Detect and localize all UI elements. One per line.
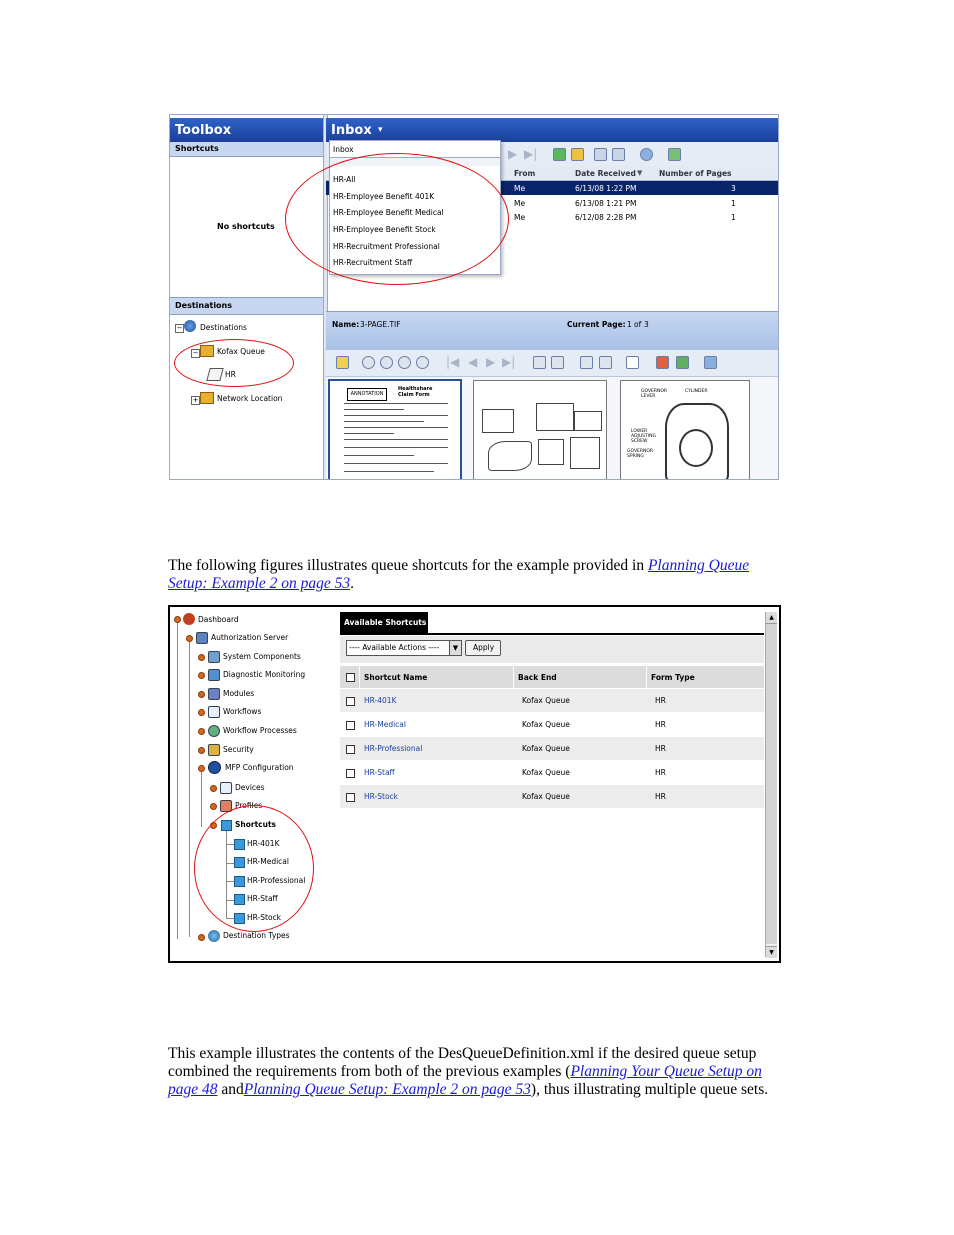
tab-underline bbox=[340, 633, 764, 635]
admin-console-screenshot bbox=[168, 605, 781, 963]
apply-button[interactable] bbox=[465, 640, 501, 656]
tree-profiles[interactable]: Profiles bbox=[235, 801, 263, 810]
form-line bbox=[344, 427, 448, 428]
row-checkbox[interactable] bbox=[346, 793, 355, 802]
tree-diagnostic-monitoring[interactable]: Diagnostic Monitoring bbox=[223, 670, 306, 679]
select-value: ---- Available Actions ---- bbox=[349, 643, 440, 652]
row-checkbox[interactable] bbox=[346, 769, 355, 778]
cell-back-end: Kofax Queue bbox=[522, 744, 570, 753]
tree-node-dot[interactable] bbox=[198, 747, 205, 754]
tree-network-location[interactable]: Network Location bbox=[217, 394, 283, 403]
actions-bar bbox=[340, 636, 764, 663]
chevron-down-icon[interactable]: ▼ bbox=[449, 641, 461, 655]
tree-mfp-configuration[interactable]: MFP Configuration bbox=[225, 763, 294, 772]
cell-date: 6/12/08 2:28 PM bbox=[575, 213, 637, 222]
form-line bbox=[344, 439, 448, 440]
inbox-header bbox=[326, 118, 778, 142]
tree-hr-401k[interactable]: HR-401K bbox=[247, 839, 280, 848]
tree-workflows[interactable]: Workflows bbox=[223, 707, 262, 716]
diagnostic-icon bbox=[208, 669, 220, 681]
drawing-shape bbox=[482, 409, 514, 433]
tree-line bbox=[177, 617, 178, 939]
notes-icon[interactable] bbox=[336, 356, 349, 369]
drawing-shape bbox=[570, 437, 600, 469]
planning-queue-link-part2[interactable]: Setup: Example 2 on page 53 bbox=[168, 575, 351, 592]
tree-hr[interactable]: HR bbox=[225, 370, 236, 379]
cell-date: 6/13/08 1:22 PM bbox=[575, 184, 637, 193]
workflows-icon bbox=[208, 706, 220, 718]
row-checkbox[interactable] bbox=[346, 745, 355, 754]
globe-icon bbox=[184, 320, 196, 332]
table-row[interactable] bbox=[340, 737, 764, 760]
multi-queue-paragraph bbox=[168, 1045, 868, 1099]
cell-shortcut-name[interactable]: HR-Professional bbox=[364, 744, 423, 753]
workflow-processes-icon bbox=[208, 725, 220, 737]
engine-drawing bbox=[679, 429, 713, 467]
planning-queue-link-part1[interactable]: Planning Queue bbox=[647, 557, 750, 574]
tree-hr-professional[interactable]: HR-Professional bbox=[247, 876, 306, 885]
tree-hr-staff[interactable]: HR-Staff bbox=[247, 894, 278, 903]
viewer-toolbar bbox=[326, 350, 778, 377]
folder-icon bbox=[200, 392, 214, 404]
move-icon[interactable] bbox=[612, 148, 625, 161]
tree-node-dot[interactable] bbox=[186, 635, 193, 642]
tree-node-dot[interactable] bbox=[198, 709, 205, 716]
table-row[interactable] bbox=[340, 761, 764, 784]
tree-authorization-server[interactable]: Authorization Server bbox=[211, 633, 289, 642]
cell-form-type: HR bbox=[655, 744, 666, 753]
para2-and: and bbox=[217, 1081, 244, 1098]
column-divider bbox=[646, 666, 647, 688]
zoom-in-icon[interactable] bbox=[362, 356, 375, 369]
thumbnail-strip bbox=[326, 377, 778, 479]
page-icon[interactable] bbox=[626, 356, 639, 369]
menu-item[interactable]: HR-Employee Benefit 401K bbox=[333, 192, 435, 201]
menu-item[interactable]: HR-Recruitment Staff bbox=[333, 258, 413, 267]
tree-security[interactable]: Security bbox=[223, 745, 254, 754]
select-all-checkbox[interactable] bbox=[346, 673, 355, 682]
destinations-header-label: Destinations bbox=[175, 301, 233, 310]
cell-shortcut-name[interactable]: HR-Medical bbox=[364, 720, 406, 729]
form-line bbox=[344, 415, 448, 416]
destinations-header[interactable] bbox=[170, 297, 323, 315]
form-line bbox=[344, 421, 424, 422]
first-page-icon[interactable]: |◀ bbox=[446, 355, 460, 369]
cell-from: Me bbox=[514, 213, 526, 222]
tree-shortcuts[interactable]: Shortcuts bbox=[235, 820, 277, 829]
scroll-up-icon[interactable]: ▲ bbox=[766, 612, 777, 624]
modules-icon bbox=[208, 688, 220, 700]
planning-your-queue-link-part2[interactable]: page 48 bbox=[168, 1081, 218, 1098]
tree-node-dot[interactable] bbox=[198, 691, 205, 698]
zoom-out-icon[interactable] bbox=[380, 356, 393, 369]
form-line bbox=[344, 403, 448, 404]
tree-dashboard[interactable]: Dashboard bbox=[198, 615, 239, 624]
menu-item[interactable]: HR-All bbox=[333, 175, 356, 184]
total-pages: 3 bbox=[644, 320, 649, 329]
delete-page-icon[interactable] bbox=[656, 356, 669, 369]
planning-your-queue-link-part1[interactable]: Planning Your Queue Setup on bbox=[570, 1063, 762, 1080]
form-heading: Healthshare Claim Form bbox=[398, 386, 433, 398]
form-line bbox=[344, 471, 434, 472]
menu-item-inbox[interactable]: Inbox bbox=[333, 145, 354, 154]
tree-kofax-queue[interactable]: Kofax Queue bbox=[217, 347, 265, 356]
intro-text: The following figures illustrates queue shortcuts for the example provided in bbox=[168, 557, 648, 574]
tree-node-dot[interactable] bbox=[174, 616, 181, 623]
mfp-icon bbox=[208, 761, 221, 774]
scroll-thumb[interactable] bbox=[766, 624, 777, 944]
next-page-icon[interactable]: ▶ bbox=[486, 355, 496, 369]
add-page-icon[interactable] bbox=[676, 356, 689, 369]
cell-back-end: Kofax Queue bbox=[522, 696, 570, 705]
diagram-label: CYLINDER bbox=[685, 389, 708, 394]
cell-pages: 3 bbox=[731, 184, 736, 193]
current-page-label: Current Page: bbox=[567, 320, 626, 329]
tree-destinations[interactable]: Destinations bbox=[200, 323, 247, 332]
diagram-label: GOVERNOR SPRING bbox=[627, 449, 654, 459]
cell-form-type: HR bbox=[655, 696, 666, 705]
column-form-type[interactable]: Form Type bbox=[651, 673, 695, 682]
form-line bbox=[344, 463, 448, 464]
cell-back-end: Kofax Queue bbox=[522, 792, 570, 801]
cell-shortcut-name[interactable]: HR-Stock bbox=[364, 792, 399, 801]
scroll-down-icon[interactable]: ▼ bbox=[766, 946, 777, 958]
column-shortcut-name[interactable]: Shortcut Name bbox=[364, 673, 428, 682]
collapse-icon[interactable]: − bbox=[176, 324, 183, 332]
cell-date: 6/13/08 1:21 PM bbox=[575, 199, 637, 208]
tree-node-dot[interactable] bbox=[198, 654, 205, 661]
drawing-shape bbox=[536, 403, 574, 431]
shortcuts-table-header bbox=[340, 666, 764, 688]
tree-destination-types[interactable]: Destination Types bbox=[223, 931, 290, 940]
form-line bbox=[344, 409, 404, 410]
refresh-icon[interactable] bbox=[640, 148, 653, 161]
server-icon bbox=[196, 632, 208, 644]
no-shortcuts-text: No shortcuts bbox=[217, 222, 275, 231]
highlight-circle bbox=[194, 805, 314, 932]
column-from[interactable]: From bbox=[514, 169, 536, 178]
tree-node-dot[interactable] bbox=[210, 803, 217, 810]
para2-line2: combined the requirements from both of the previous examples ( bbox=[168, 1063, 571, 1080]
rotate-right-icon[interactable] bbox=[551, 356, 564, 369]
last-icon[interactable]: ▶| bbox=[524, 147, 538, 161]
tree-node-dot[interactable] bbox=[198, 728, 205, 735]
row-checkbox[interactable] bbox=[346, 721, 355, 730]
planning-queue-example2-link[interactable]: Planning Queue Setup: Example 2 on page 53 bbox=[243, 1081, 531, 1098]
expand-icon[interactable]: + bbox=[192, 396, 199, 404]
stamp-icon[interactable] bbox=[599, 356, 612, 369]
zoom-fit-icon[interactable] bbox=[398, 356, 411, 369]
page-thumbnail-3[interactable] bbox=[620, 380, 750, 480]
menu-item[interactable]: HR-Employee Benefit Medical bbox=[333, 208, 444, 217]
column-number-of-pages[interactable]: Number of Pages bbox=[659, 169, 732, 178]
cell-form-type: HR bbox=[655, 768, 666, 777]
form-line bbox=[344, 447, 448, 448]
column-date-received[interactable]: Date Received bbox=[575, 169, 636, 178]
tree-hr-medical[interactable]: HR-Medical bbox=[247, 857, 289, 866]
tree-line bbox=[201, 767, 202, 827]
cell-shortcut-name[interactable]: HR-401K bbox=[364, 696, 397, 705]
cell-pages: 1 bbox=[731, 213, 736, 222]
globe-icon bbox=[208, 930, 220, 942]
menu-item[interactable]: HR-Recruitment Professional bbox=[333, 242, 440, 251]
rotate-left-icon[interactable] bbox=[533, 356, 546, 369]
security-icon bbox=[208, 744, 220, 756]
column-divider bbox=[359, 666, 360, 688]
shortcuts-table-body bbox=[340, 689, 764, 809]
cell-pages: 1 bbox=[731, 199, 736, 208]
sort-desc-icon[interactable]: ▼ bbox=[637, 169, 643, 177]
tree-node-dot[interactable] bbox=[198, 672, 205, 679]
tree-devices[interactable]: Devices bbox=[235, 783, 265, 792]
drawing-shape bbox=[538, 439, 564, 465]
current-page-value: 1 bbox=[627, 320, 632, 329]
cell-from: Me bbox=[514, 184, 526, 193]
highlight-circle bbox=[174, 339, 294, 387]
upload-icon[interactable] bbox=[553, 148, 566, 161]
viewer-info-bar bbox=[326, 311, 778, 350]
page-thumbnail-1[interactable] bbox=[328, 379, 462, 480]
tree-system-components[interactable]: System Components bbox=[223, 652, 301, 661]
table-row[interactable] bbox=[340, 785, 764, 808]
prev-page-icon[interactable]: ◀ bbox=[468, 355, 478, 369]
tree-line bbox=[189, 637, 190, 937]
tab-label: Available Shortcuts bbox=[344, 618, 427, 627]
name-label: Name: bbox=[332, 320, 360, 329]
column-back-end[interactable]: Back End bbox=[518, 673, 557, 682]
tree-hr-stock[interactable]: HR-Stock bbox=[247, 913, 282, 922]
save-icon[interactable] bbox=[571, 148, 584, 161]
annotation-stamp: ANNOTATION bbox=[347, 388, 387, 401]
toolbox-title: Toolbox bbox=[175, 123, 232, 138]
tree-node-dot[interactable] bbox=[210, 785, 217, 792]
kofax-client-screenshot bbox=[169, 114, 779, 480]
drawing-shape bbox=[488, 441, 532, 471]
intro-period: . bbox=[350, 575, 354, 592]
menu-item[interactable]: HR-Employee Benefit Stock bbox=[333, 225, 436, 234]
row-checkbox[interactable] bbox=[346, 697, 355, 706]
dashboard-icon bbox=[183, 613, 195, 625]
collapse-icon[interactable]: − bbox=[192, 349, 199, 357]
drawing-shape bbox=[574, 411, 602, 431]
diagram-label: LOWER ADJUSTING SCREW bbox=[631, 429, 656, 444]
cell-from: Me bbox=[514, 199, 526, 208]
shortcuts-header-label: Shortcuts bbox=[175, 144, 219, 153]
cell-back-end: Kofax Queue bbox=[522, 720, 570, 729]
form-line bbox=[344, 433, 394, 434]
intro-paragraph bbox=[168, 557, 868, 593]
para2-line1: This example illustrates the contents of the DesQueueDefinition.xml if the desired queue setup bbox=[168, 1045, 757, 1062]
highlight-circle bbox=[285, 153, 509, 285]
available-actions-select[interactable] bbox=[346, 640, 462, 656]
tree-node-dot[interactable] bbox=[198, 934, 205, 941]
tab-available-shortcuts[interactable] bbox=[340, 612, 428, 634]
cell-shortcut-name[interactable]: HR-Staff bbox=[364, 768, 395, 777]
inbox-title[interactable]: Inbox bbox=[331, 123, 372, 138]
copy-icon[interactable] bbox=[594, 148, 607, 161]
name-value: 3-PAGE.TIF bbox=[360, 320, 401, 329]
shortcuts-header[interactable] bbox=[170, 142, 323, 157]
last-page-icon[interactable]: ▶| bbox=[502, 355, 516, 369]
vertical-scrollbar[interactable] bbox=[765, 612, 777, 957]
tree-node-dot[interactable] bbox=[198, 765, 205, 772]
next-icon[interactable]: ▶ bbox=[508, 147, 518, 161]
cell-form-type: HR bbox=[655, 792, 666, 801]
toolbox-header bbox=[170, 118, 323, 142]
system-components-icon bbox=[208, 651, 220, 663]
para2-end: ), thus illustrating multiple queue sets. bbox=[530, 1081, 769, 1098]
diagram-label: GOVERNOR LEVER bbox=[641, 389, 668, 399]
tree-modules[interactable]: Modules bbox=[223, 689, 255, 698]
table-row[interactable] bbox=[340, 713, 764, 736]
apply-label: Apply bbox=[473, 643, 495, 652]
page-thumbnail-2[interactable] bbox=[473, 380, 607, 480]
column-divider bbox=[513, 666, 514, 688]
chevron-down-icon[interactable]: ▾ bbox=[378, 125, 383, 135]
devices-icon bbox=[220, 782, 232, 794]
cell-back-end: Kofax Queue bbox=[522, 768, 570, 777]
table-row[interactable] bbox=[340, 689, 764, 712]
export-icon[interactable] bbox=[668, 148, 681, 161]
of-label: of bbox=[634, 320, 642, 329]
split-icon[interactable] bbox=[704, 356, 717, 369]
zoom-width-icon[interactable] bbox=[416, 356, 429, 369]
tree-workflow-processes[interactable]: Workflow Processes bbox=[223, 726, 297, 735]
form-line bbox=[344, 455, 414, 456]
annotate-icon[interactable] bbox=[580, 356, 593, 369]
cell-form-type: HR bbox=[655, 720, 666, 729]
